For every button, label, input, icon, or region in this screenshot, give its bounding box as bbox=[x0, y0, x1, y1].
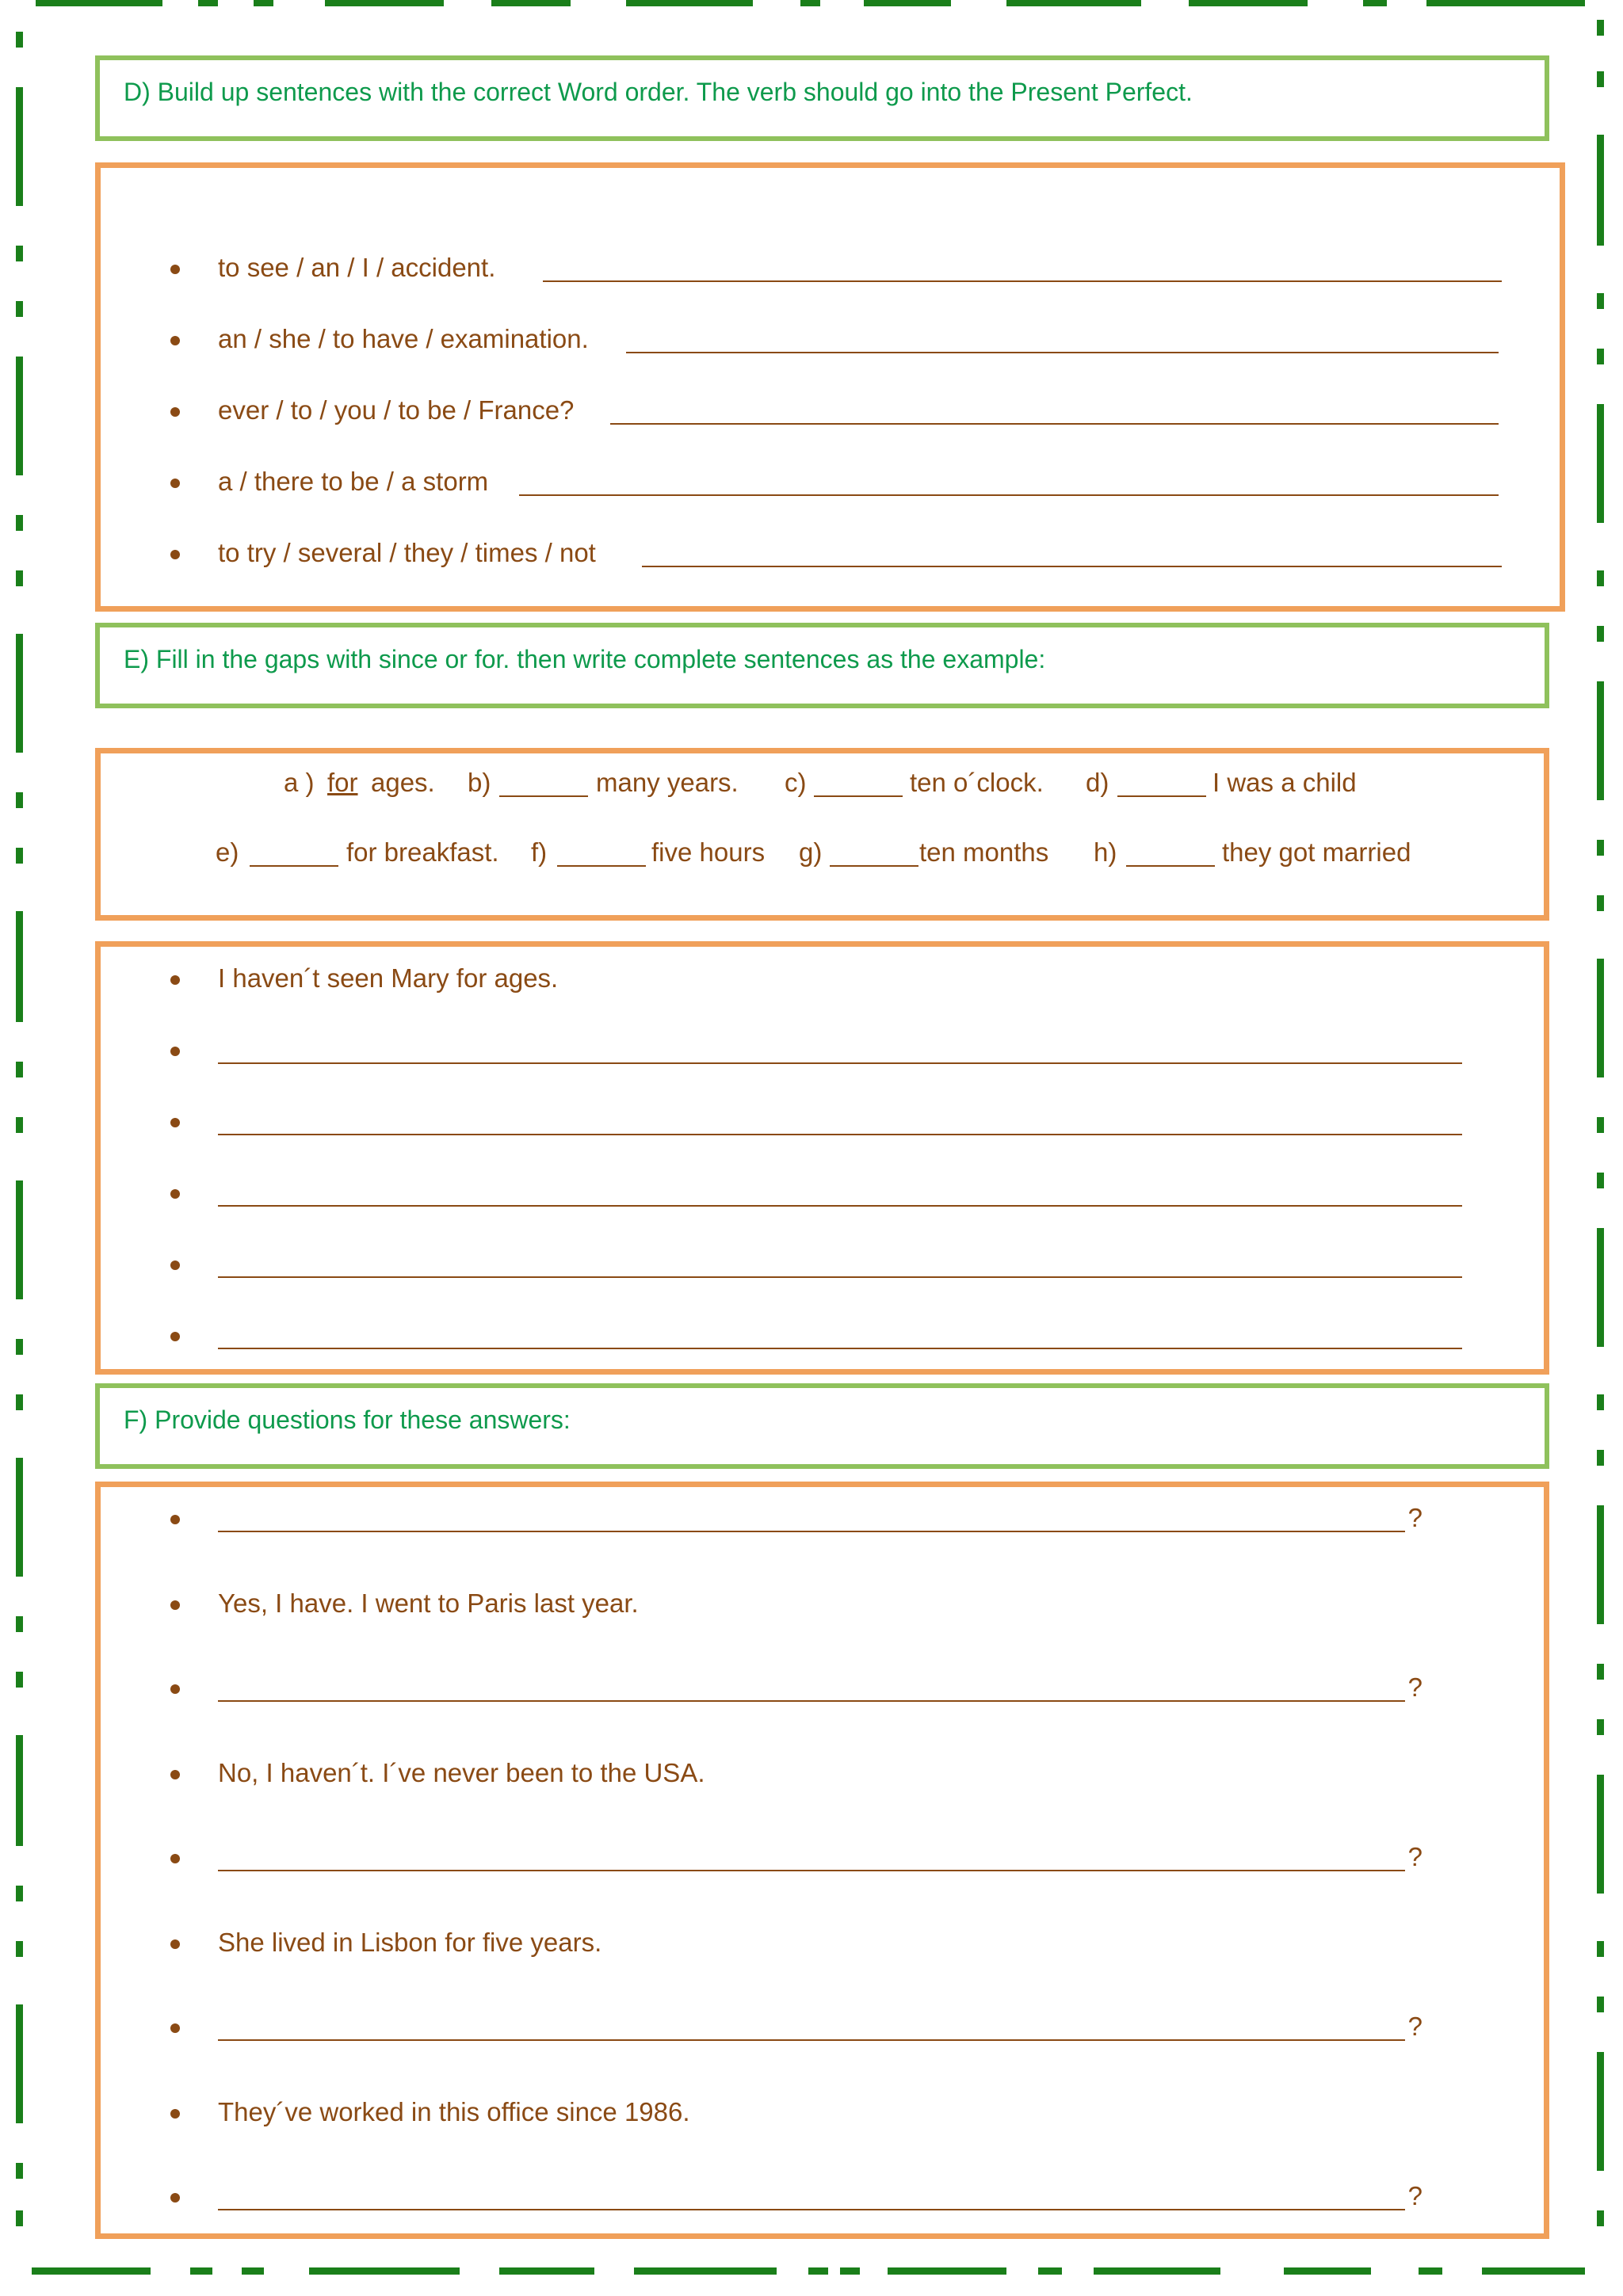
border-dash bbox=[16, 848, 23, 864]
item-text: a / there to be / a storm bbox=[218, 467, 489, 496]
border-dash bbox=[16, 1941, 23, 1957]
bullet bbox=[170, 975, 180, 985]
border-dash bbox=[1597, 1117, 1604, 1133]
section-f-heading-box bbox=[95, 1383, 1549, 1469]
border-dash bbox=[325, 0, 444, 6]
section-d-heading-box bbox=[95, 55, 1549, 141]
border-dash bbox=[1597, 1664, 1604, 1680]
gap-blank[interactable] bbox=[814, 795, 903, 797]
gap-label-h: h) bbox=[1094, 837, 1117, 867]
gap-label-g: g) bbox=[799, 837, 823, 867]
border-dash bbox=[1597, 1505, 1604, 1624]
list-item bbox=[170, 1246, 1462, 1281]
border-dash bbox=[1597, 1394, 1604, 1410]
border-dash bbox=[16, 1672, 23, 1688]
border-dash bbox=[499, 2267, 594, 2275]
gap-text-a: ages. bbox=[371, 768, 435, 797]
border-dash bbox=[1597, 1775, 1604, 1894]
item-text: to see / an / I / accident. bbox=[218, 253, 496, 282]
border-dash bbox=[1597, 1941, 1604, 1957]
border-dash bbox=[16, 1616, 23, 1632]
border-dash bbox=[16, 1180, 23, 1299]
gap-blank[interactable] bbox=[499, 795, 588, 797]
border-dash bbox=[16, 32, 23, 48]
border-dash bbox=[888, 2267, 1006, 2275]
section-f-heading: F) Provide questions for these answers: bbox=[124, 1405, 571, 1434]
gap-label-b: b) bbox=[468, 768, 491, 797]
gap-label-a: a ) bbox=[284, 768, 315, 797]
answer-line[interactable] bbox=[218, 1348, 1462, 1349]
bullet bbox=[170, 265, 180, 274]
bullet bbox=[170, 1189, 180, 1199]
border-dash bbox=[16, 792, 23, 808]
answer-text: No, I haven´t. I´ve never been to the USA. bbox=[218, 1758, 705, 1787]
gap-answer-a: for bbox=[327, 768, 358, 797]
item-text: to try / several / they / times / not bbox=[218, 538, 596, 567]
answer-line[interactable] bbox=[543, 280, 1502, 282]
border-dash bbox=[840, 2267, 860, 2275]
border-dash bbox=[16, 911, 23, 1022]
answer-text: They´ve worked in this office since 1986. bbox=[218, 2097, 690, 2126]
gap-label-e: e) bbox=[216, 837, 239, 867]
section-e-heading: E) Fill in the gaps with since or for. then write complete sentences as the example: bbox=[124, 645, 1046, 673]
list-item bbox=[170, 961, 1462, 996]
border-dash bbox=[1597, 681, 1604, 800]
list-item bbox=[170, 2095, 1423, 2130]
border-dash bbox=[1284, 2267, 1371, 2275]
list-item bbox=[170, 393, 1502, 428]
bullet bbox=[170, 1332, 180, 1341]
answer-line[interactable] bbox=[218, 1205, 1462, 1207]
answer-line[interactable] bbox=[642, 566, 1502, 567]
border-dash bbox=[309, 2267, 460, 2275]
border-dash bbox=[1597, 135, 1604, 246]
border-dash bbox=[190, 2267, 212, 2275]
border-dash bbox=[16, 246, 23, 261]
list-item bbox=[170, 1318, 1462, 1352]
border-dash bbox=[1597, 1997, 1604, 2012]
border-dash bbox=[1419, 2267, 1442, 2275]
border-dash bbox=[16, 301, 23, 317]
answer-line[interactable] bbox=[218, 1062, 1462, 1064]
list-item bbox=[170, 1175, 1462, 1210]
bullet bbox=[170, 336, 180, 345]
list-item bbox=[170, 2009, 1423, 2044]
border-dash bbox=[1597, 1173, 1604, 1188]
border-dash bbox=[808, 2267, 828, 2275]
border-dash bbox=[1597, 626, 1604, 642]
border-dash bbox=[1597, 349, 1604, 364]
bullet bbox=[170, 1600, 180, 1610]
border-dash bbox=[1482, 2267, 1585, 2275]
bullet bbox=[170, 1854, 180, 1863]
border-dash bbox=[16, 1062, 23, 1077]
border-dash bbox=[1597, 2052, 1604, 2171]
border-dash bbox=[242, 2267, 264, 2275]
border-dash bbox=[1597, 840, 1604, 856]
border-dash bbox=[1189, 0, 1308, 6]
list-item bbox=[170, 1670, 1423, 1705]
border-dash bbox=[1006, 0, 1141, 6]
gap-text-h: they got married bbox=[1222, 837, 1411, 867]
gap-blank[interactable] bbox=[557, 865, 646, 867]
question-mark: ? bbox=[1407, 1503, 1423, 1532]
question-mark: ? bbox=[1407, 1672, 1423, 1702]
border-dash bbox=[16, 1458, 23, 1577]
list-item bbox=[170, 1925, 1423, 1960]
gap-text-g: ten months bbox=[919, 837, 1049, 867]
list-item bbox=[170, 536, 1502, 570]
border-dash bbox=[1597, 959, 1604, 1077]
bullet bbox=[170, 1684, 180, 1694]
answer-text: She lived in Lisbon for five years. bbox=[218, 1928, 602, 1957]
border-dash bbox=[254, 0, 273, 6]
border-dash bbox=[16, 1117, 23, 1133]
border-dash bbox=[1597, 20, 1604, 36]
gap-blank[interactable] bbox=[250, 865, 338, 867]
gap-label-c: c) bbox=[785, 768, 807, 797]
border-dash bbox=[1597, 1719, 1604, 1735]
gap-text-e: for breakfast. bbox=[346, 837, 499, 867]
border-dash bbox=[1426, 0, 1585, 6]
section-d-heading: D) Build up sentences with the correct Word order. The verb should go into the Present Perfect. bbox=[124, 78, 1193, 106]
question-line[interactable] bbox=[218, 1531, 1405, 1532]
border-dash bbox=[16, 2004, 23, 2123]
border-dash bbox=[16, 2163, 23, 2179]
border-dash bbox=[16, 1394, 23, 1410]
answer-line[interactable] bbox=[218, 1134, 1462, 1135]
border-dash bbox=[32, 2267, 151, 2275]
gap-blank[interactable] bbox=[830, 865, 918, 867]
answer-text: Yes, I have. I went to Paris last year. bbox=[218, 1589, 639, 1618]
question-mark: ? bbox=[1407, 2012, 1423, 2041]
border-dash bbox=[1597, 404, 1604, 523]
bullet bbox=[170, 407, 180, 417]
item-text: an / she / to have / examination. bbox=[218, 324, 589, 353]
answer-line[interactable] bbox=[218, 1276, 1462, 1278]
bullet bbox=[170, 1939, 180, 1949]
border-dash bbox=[16, 2210, 23, 2226]
border-dash bbox=[16, 515, 23, 531]
list-item bbox=[170, 1501, 1423, 1535]
list-item bbox=[170, 1756, 1423, 1791]
border-dash bbox=[1597, 895, 1604, 911]
border-dash bbox=[626, 0, 753, 6]
border-dash bbox=[16, 1339, 23, 1355]
border-dash bbox=[1038, 2267, 1062, 2275]
gap-blank[interactable] bbox=[1117, 795, 1206, 797]
gap-text-b: many years. bbox=[596, 768, 739, 797]
list-item bbox=[170, 1032, 1462, 1067]
border-dash bbox=[1597, 71, 1604, 87]
answer-line[interactable] bbox=[610, 423, 1499, 425]
border-dash bbox=[1597, 1228, 1604, 1347]
bullet bbox=[170, 1770, 180, 1779]
question-line[interactable] bbox=[218, 2209, 1405, 2210]
border-dash bbox=[1597, 2210, 1604, 2226]
bullet bbox=[170, 2109, 180, 2119]
border-dash bbox=[1597, 1450, 1604, 1466]
border-dash bbox=[491, 0, 571, 6]
bullet bbox=[170, 1515, 180, 1524]
border-dash bbox=[16, 87, 23, 206]
example-sentence: I haven´t seen Mary for ages. bbox=[218, 963, 559, 993]
gap-text-f: five hours bbox=[651, 837, 766, 867]
border-dash bbox=[16, 1886, 23, 1901]
item-text: ever / to / you / to be / France? bbox=[218, 395, 575, 425]
bullet bbox=[170, 1118, 180, 1127]
bullet bbox=[170, 479, 180, 488]
gap-label-f: f) bbox=[531, 837, 548, 867]
section-e-sentences-box bbox=[95, 941, 1549, 1375]
list-item bbox=[170, 1586, 1423, 1621]
question-line[interactable] bbox=[218, 2039, 1405, 2041]
border-dash bbox=[1094, 2267, 1220, 2275]
question-mark: ? bbox=[1407, 2181, 1423, 2210]
border-dash bbox=[16, 634, 23, 753]
list-item bbox=[170, 2179, 1423, 2214]
border-dash bbox=[634, 2267, 777, 2275]
list-item bbox=[170, 322, 1502, 357]
gap-blank[interactable] bbox=[1126, 865, 1215, 867]
question-line[interactable] bbox=[218, 1700, 1405, 1702]
gap-text-d: I was a child bbox=[1212, 768, 1357, 797]
bullet bbox=[170, 2193, 180, 2203]
list-item bbox=[170, 250, 1502, 285]
border-dash bbox=[1597, 570, 1604, 586]
bullet bbox=[170, 2023, 180, 2033]
border-dash bbox=[1363, 0, 1387, 6]
border-dash bbox=[1597, 293, 1604, 309]
bullet bbox=[170, 1261, 180, 1270]
border-dash bbox=[864, 0, 951, 6]
border-dash bbox=[16, 1735, 23, 1846]
answer-line[interactable] bbox=[519, 494, 1499, 496]
gap-text-c: ten o´clock. bbox=[910, 768, 1044, 797]
list-item bbox=[170, 464, 1502, 499]
border-dash bbox=[800, 0, 820, 6]
question-line[interactable] bbox=[218, 1870, 1405, 1871]
gap-label-d: d) bbox=[1086, 768, 1109, 797]
border-dash bbox=[198, 0, 218, 6]
question-mark: ? bbox=[1407, 1842, 1423, 1871]
list-item bbox=[170, 1104, 1462, 1138]
bullet bbox=[170, 1047, 180, 1056]
border-dash bbox=[36, 0, 162, 6]
section-e-heading-box bbox=[95, 623, 1549, 708]
border-dash bbox=[16, 570, 23, 586]
answer-line[interactable] bbox=[626, 352, 1499, 353]
border-dash bbox=[16, 357, 23, 475]
list-item bbox=[170, 1840, 1423, 1875]
bullet bbox=[170, 550, 180, 559]
